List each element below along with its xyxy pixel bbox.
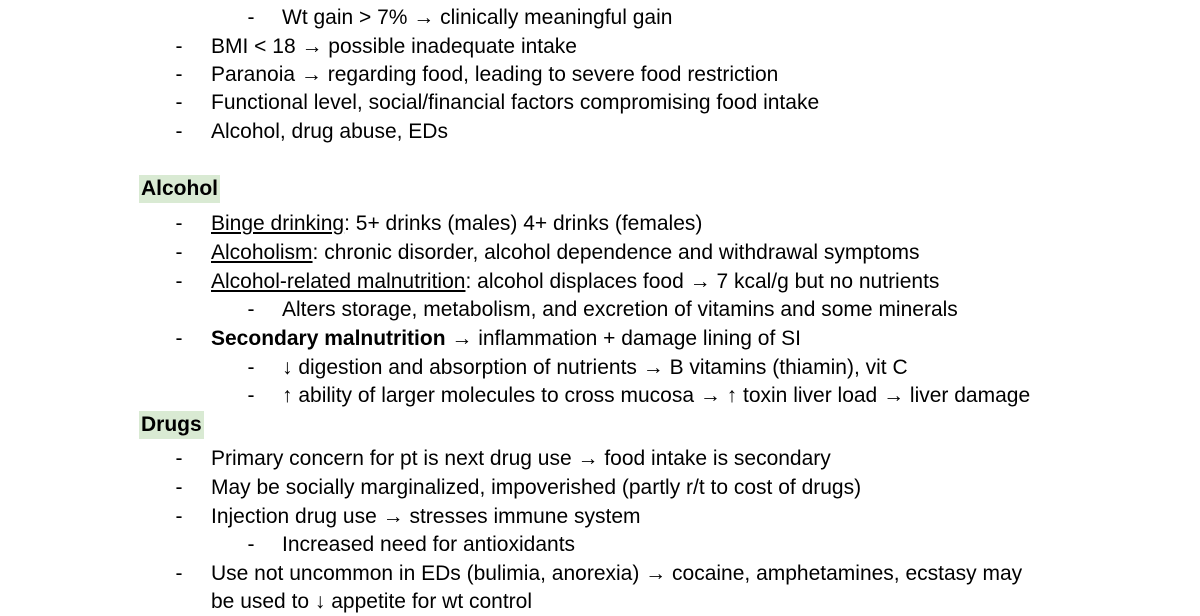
bullet: - (175, 476, 183, 499)
list-item-text: ↑ ability of larger molecules to cross mucosa → ↑ toxin liver load → liver damage (282, 384, 1031, 407)
list-item-text: Paranoia → regarding food, leading to severe food restriction (211, 63, 779, 86)
section-heading-drugs: Drugs (139, 411, 204, 439)
bullet: - (175, 63, 183, 86)
bullet: - (175, 270, 183, 293)
list-item-text: Alters storage, metabolism, and excretion of vitamins and some minerals (282, 298, 958, 321)
list-item-text: be used to ↓ appetite for wt control (211, 590, 533, 613)
bullet: - (175, 35, 183, 58)
list-item-text: ↓ digestion and absorption of nutrients → B vitamins (thiamin), vit C (282, 356, 908, 379)
bullet: - (175, 505, 183, 528)
term-definition: → inflammation + damage lining of SI (445, 327, 801, 350)
bullet: - (247, 384, 255, 407)
term-definition: : chronic disorder, alcohol dependence and withdrawal symptoms (312, 241, 920, 264)
bullet: - (247, 6, 255, 29)
bullet: - (247, 298, 255, 321)
list-item-text: Increased need for antioxidants (282, 533, 576, 556)
bullet: - (175, 91, 183, 114)
term-definition: : alcohol displaces food → 7 kcal/g but no nutrients (465, 270, 940, 293)
bullet: - (175, 120, 183, 143)
bullet: - (175, 212, 183, 235)
section-heading-alcohol: Alcohol (139, 175, 220, 203)
list-item-text: Use not uncommon in EDs (bulimia, anorexia) → cocaine, amphetamines, ecstasy may (211, 562, 1023, 585)
term-alcoholism: Alcoholism (211, 241, 313, 264)
bullet: - (175, 241, 183, 264)
term-secondary-malnutrition: Secondary malnutrition (211, 327, 446, 350)
list-item-text: Wt gain > 7% → clinically meaningful gain (282, 6, 673, 29)
term-definition: : 5+ drinks (males) 4+ drinks (females) (344, 212, 703, 235)
bullet: - (247, 356, 255, 379)
bullet: - (247, 533, 255, 556)
term-binge-drinking: Binge drinking (211, 212, 345, 235)
list-item-text: May be socially marginalized, impoverished (partly r/t to cost of drugs) (211, 476, 862, 499)
bullet: - (175, 562, 183, 585)
list-item-text: Primary concern for pt is next drug use → food intake is secondary (211, 447, 831, 470)
list-item-text: Alcohol, drug abuse, EDs (211, 120, 448, 143)
list-item-text: Functional level, social/financial factors compromising food intake (211, 91, 820, 114)
bullet: - (175, 447, 183, 470)
bullet: - (175, 327, 183, 350)
list-item-text: Injection drug use → stresses immune system (211, 505, 641, 528)
list-item-text: BMI < 18 → possible inadequate intake (211, 35, 577, 58)
term-alcohol-related-malnutrition: Alcohol-related malnutrition (211, 270, 466, 293)
